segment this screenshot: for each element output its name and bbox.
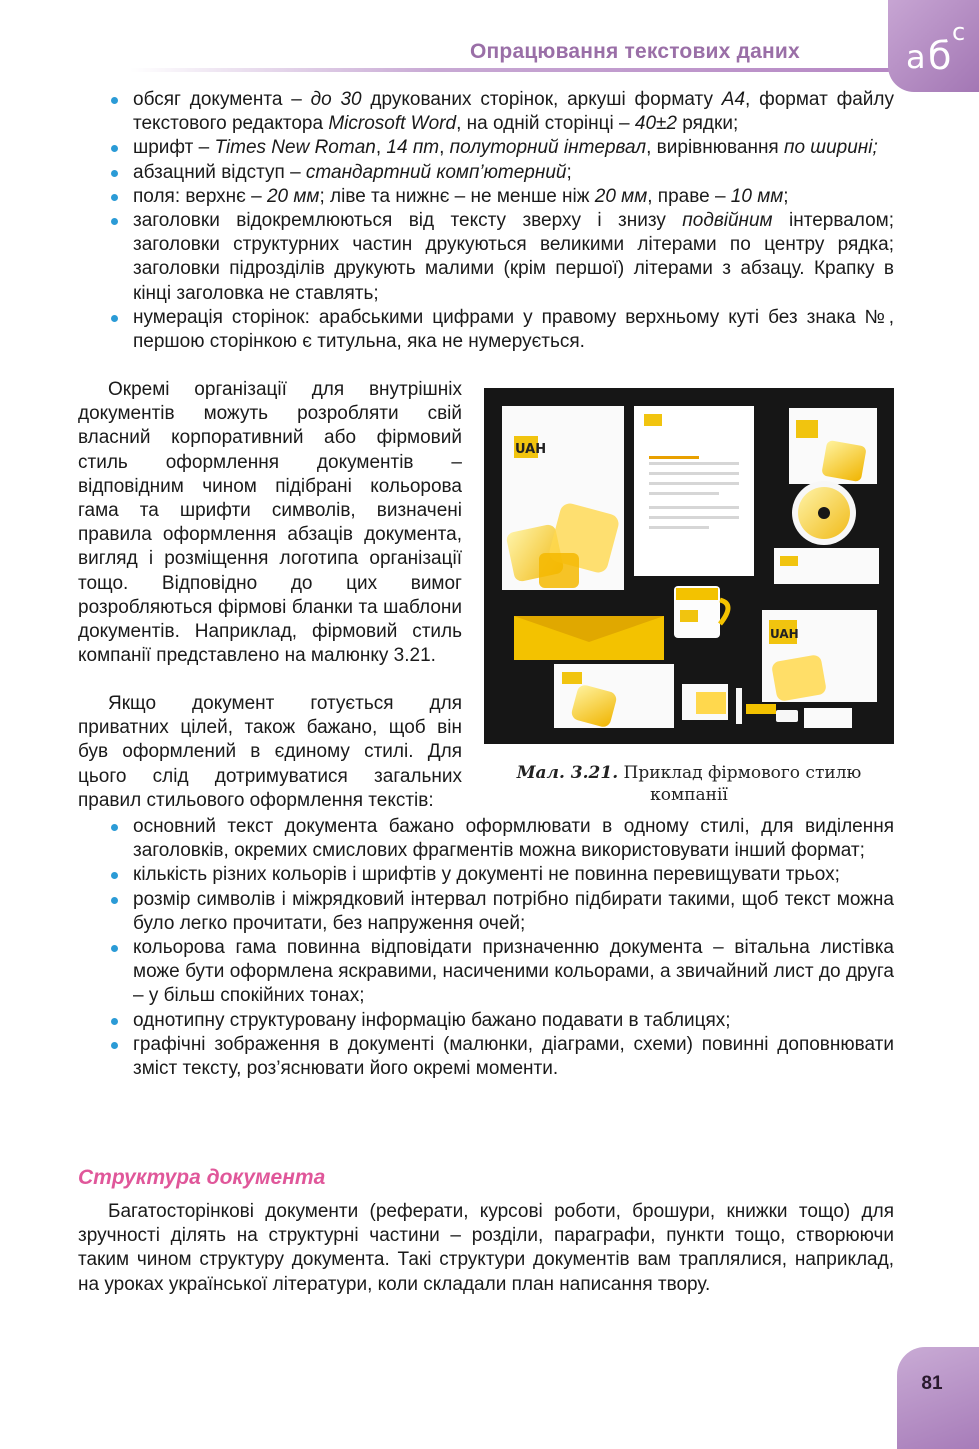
logo-letter-c: c: [952, 18, 966, 46]
brand-stationery-illustration: [484, 388, 894, 744]
bullet-icon: [111, 1018, 118, 1025]
header-logo-tab: [888, 0, 979, 92]
list-item: [107, 88, 894, 136]
logo-letter-b: б: [928, 34, 952, 78]
list-item-text: 14 пт: [386, 137, 440, 159]
list-item: [107, 161, 894, 185]
section-paragraph: Багатосторінкові документи (реферати, курсові роботи, брошури, книжки тощо) для зручності ділять на структурні частини – розділи, параграфи, пункти тощо, створюючи таким чином структуру документа. Такі структури документів вам траплялися, наприклад, на уроках української літератури, коли складали план написання твору.: [78, 1201, 894, 1295]
list-item-text: стандартний комп’ютерний: [305, 161, 567, 183]
list-item-text: нумерація сторінок: арабськими цифрами у правому верхньому куті без знака №, першою сторінкою є титульна, яка не нумерується.: [133, 306, 894, 353]
list-item-text: інтервалом; заголовки структурних частин друкуються великими літерами по центру рядка; заголовки підрозділів друкують малими (крім першої) літерами з абзацу. Крапку в кінці заголовка не ставлять;: [133, 210, 894, 304]
list-item-text: по ширині;: [784, 137, 878, 159]
list-item-text: заголовки відокремлюються від тексту зверху і знизу: [133, 210, 683, 232]
bullet-icon: [111, 824, 118, 831]
list-item-text: , на одній сторінці –: [456, 113, 635, 135]
list-item-text: графічні зображення в документі (малюнки, діаграми, схеми) повинні доповнювати зміст тексту, роз’яснювати його окремі моменти.: [133, 1033, 894, 1080]
figure-caption: [484, 762, 894, 806]
bullet-icon: [111, 872, 118, 879]
list-item-text: Times New Roman: [214, 137, 376, 159]
list-item-text: основний текст документа бажано оформлювати в одному стилі, для виділення заголовків, окремих смислових фрагментів можна використовувати інший формат;: [133, 816, 894, 862]
list-item: [107, 306, 894, 354]
paragraph-corporate-style: Окремі організації для внутрішніх документів можуть розробляти свій власний корпоративний або фірмовий стиль оформлення документів – відповідним чином підібрані кольорова гама та шрифти символів, визначені правила оформлення абзаців документа, вигляд і розміщення логотипа організації тощо. Відповідно до цих вимог розробляються фірмові бланки та шаблони документів. Наприклад, фірмовий стиль компанії представлено на малюнку 3.21.: [78, 379, 462, 667]
list-item-text: абзацний відступ –: [133, 161, 306, 183]
logo-letter-a: a: [906, 38, 926, 76]
list-item-text: подвійним: [682, 210, 773, 232]
list-item-text: 40±2: [634, 113, 678, 135]
page-number: 81: [921, 1373, 943, 1394]
figure-corporate-identity-photo: [484, 388, 894, 744]
list-item: [107, 185, 894, 209]
list-item-text: ,: [375, 137, 387, 159]
list-item-text: полуторний інтервал: [449, 137, 647, 159]
list-item-text: кількість різних кольорів і шрифтів у документі не повинна перевищувати трьох;: [133, 864, 840, 886]
bullet-icon: [111, 1042, 118, 1049]
paragraph-private-docs: Якщо документ готується для приватних цілей, також бажано, щоб він був оформлений в єдиному стилі. Для цього слід дотримуватися загальних правил стильового оформлення текстів:: [78, 693, 462, 811]
list-item-text: А4: [721, 89, 746, 110]
list-item: [107, 815, 894, 863]
caption-text: Приклад фірмового стилю компанії: [618, 763, 862, 805]
requirements-list: [107, 88, 894, 354]
running-header: Опрацювання текстових даних: [470, 40, 800, 63]
bullet-icon: [111, 315, 118, 322]
bullet-icon: [111, 145, 118, 152]
list-item-text: кольорова гама повинна відповідати призначенню документа – вітальна листівка може бути оформлена яскравими, насиченими кольорами, а звичайний лист до друга – у більш спокійних тонах;: [133, 937, 894, 1007]
list-item-text: , формат файлу текстового редактора: [133, 89, 894, 135]
list-item: [107, 936, 894, 1009]
list-item-text: 20 мм: [266, 185, 320, 207]
list-item-text: друкованих сторінок, аркуші формату: [361, 89, 722, 110]
list-item-text: Microsoft Word: [328, 113, 457, 135]
list-item: [107, 888, 894, 936]
bullet-icon: [111, 194, 118, 201]
list-item-text: ,: [439, 137, 450, 159]
list-item-text: однотипну структуровану інформацію бажано подавати в таблицях;: [133, 1009, 731, 1031]
bullet-icon: [111, 945, 118, 952]
list-item: [107, 209, 894, 306]
list-item: [107, 1009, 894, 1033]
bullet-icon: [111, 218, 118, 225]
header-rule: [130, 68, 890, 72]
list-item-text: ;: [783, 185, 789, 207]
list-item-text: рядки;: [677, 113, 739, 135]
section-title: Структура документа: [78, 1166, 326, 1189]
list-item-text: поля: верхнє –: [133, 185, 267, 207]
list-item: [107, 863, 894, 887]
bullet-icon: [111, 897, 118, 904]
list-item-text: ; ліве та нижнє – не менше ніж: [319, 185, 595, 207]
list-item-text: до 30: [310, 89, 362, 110]
caption-number: Мал. 3.21.: [516, 763, 619, 783]
list-item: [107, 136, 894, 160]
style-rules-list: [107, 815, 894, 1081]
bullet-icon: [111, 97, 118, 104]
logo-uah-1: UAH: [515, 442, 547, 457]
list-item-text: 20 мм: [594, 185, 648, 207]
list-item-text: , праве –: [647, 185, 731, 207]
logo-uah-2: UAH: [770, 627, 799, 641]
list-item-text: , вирівнювання: [646, 137, 784, 159]
list-item-text: ;: [566, 161, 572, 183]
list-item-text: розмір символів і міжрядковий інтервал потрібно підбирати такими, щоб текст можна було легко прочитати, без напруження очей;: [133, 888, 894, 934]
page-number-tab: [897, 1347, 979, 1449]
list-item-text: шрифт –: [133, 137, 215, 159]
list-item-text: 10 мм: [730, 185, 784, 207]
list-item: [107, 1033, 894, 1081]
bullet-icon: [111, 170, 118, 177]
list-item-text: обсяг документа –: [133, 89, 311, 110]
